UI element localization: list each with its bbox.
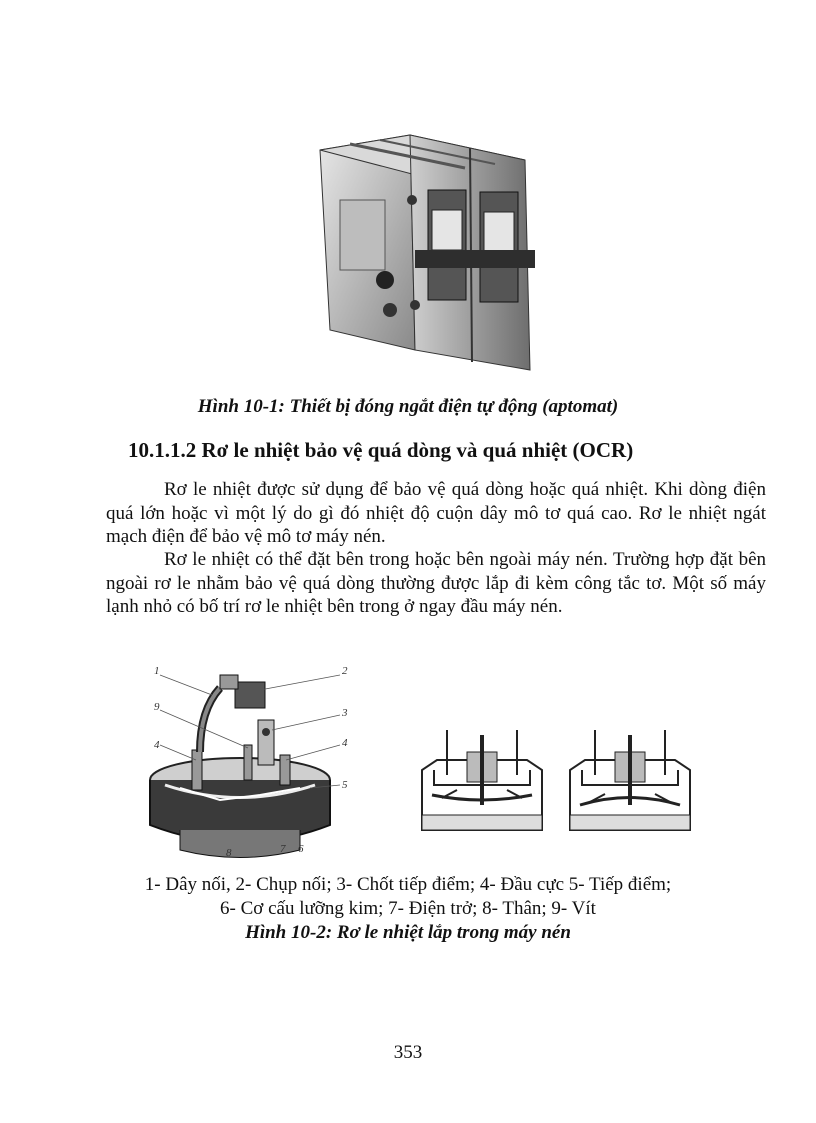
page-number: 353 <box>393 1042 423 1063</box>
fig2-label-8: 8 <box>226 847 232 859</box>
fig2-label-5: 5 <box>342 779 348 791</box>
paragraph-1 <box>106 478 766 549</box>
paragraph-2-text: Rơ le nhiệt có thể đặt bên trong hoặc bên ngoài máy nén. Trường hợp đặt bên ngoài rơ le nhằm bảo vệ quá dòng thường được lắp đi kèm công tắc tơ. Một số máy lạnh nhỏ có bố trí rơ le nhiệt bên trong ở ngay đầu máy nén. <box>106 549 766 617</box>
fig2-label-1: 1 <box>154 665 160 677</box>
figure-2-legend-line-1: 1- Dây nối, 2- Chụp nối; 3- Chốt tiếp điểm; 4- Đầu cực 5- Tiếp điểm; <box>144 874 672 895</box>
section-heading: 10.1.1.2 Rơ le nhiệt bảo vệ quá dòng và quá nhiệt (OCR) <box>128 438 634 462</box>
circuit-breaker-image <box>300 130 570 380</box>
fig2-label-4a: 4 <box>154 739 160 751</box>
thermal-relay-cutaway-image <box>140 660 370 860</box>
figure-2-legend-line-2: 6- Cơ cấu lưỡng kim; 7- Điện trở; 8- Thân; 9- Vít <box>220 898 596 919</box>
fig2-label-7: 7 <box>280 843 286 855</box>
paragraph-2 <box>106 548 766 619</box>
fig2-label-2: 2 <box>342 665 348 677</box>
paragraph-1-text: Rơ le nhiệt được sử dụng để bảo vệ quá dòng hoặc quá nhiệt. Khi dòng điện quá lớn hoặc vì một lý do gì đó nhiệt độ cuộn dây mô tơ quá cao. Rơ le nhiệt ngát mạch điện để bảo vệ mô tơ máy nén. <box>106 479 766 547</box>
relay-cross-section-open <box>560 730 700 840</box>
fig2-label-3: 3 <box>342 707 348 719</box>
fig2-label-6: 6 <box>298 843 304 855</box>
relay-cross-section-closed <box>412 730 552 840</box>
figure-1-caption: Hình 10-1: Thiết bị đóng ngắt điện tự động (aptomat) <box>197 396 619 417</box>
fig2-label-4b: 4 <box>342 737 348 749</box>
figure-2-caption: Hình 10-2: Rơ le nhiệt lắp trong máy nén <box>245 922 571 943</box>
fig2-label-9: 9 <box>154 701 160 713</box>
